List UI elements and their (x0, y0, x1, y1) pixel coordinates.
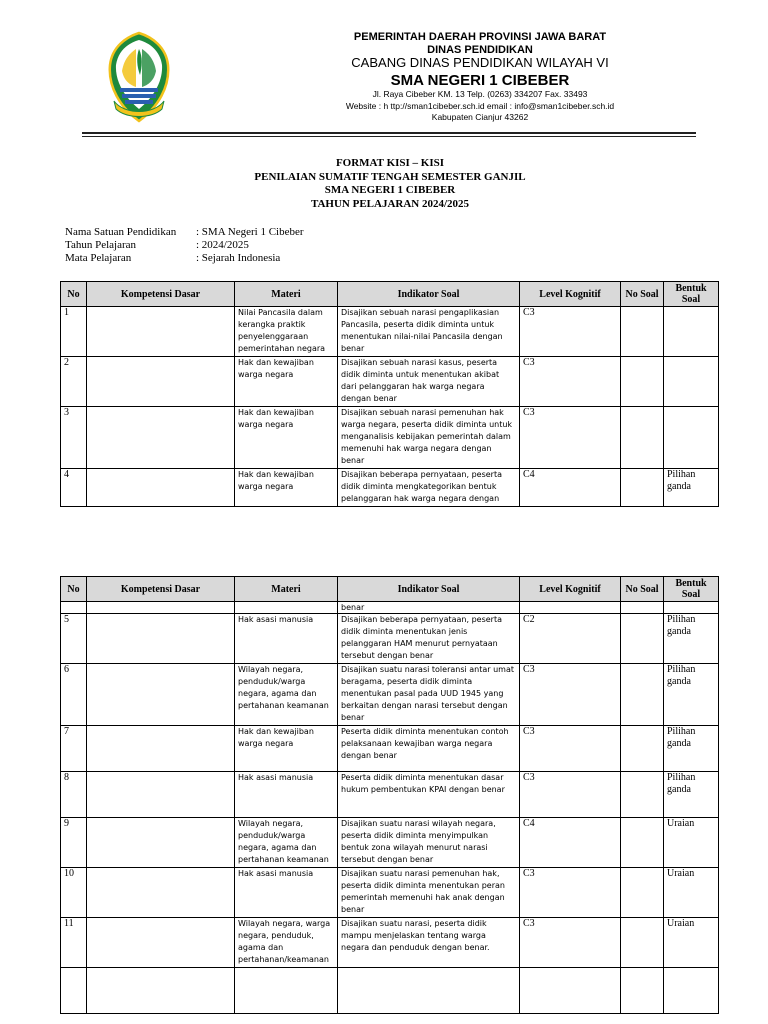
cell-no-soal (621, 407, 664, 469)
cell-bentuk-soal (664, 407, 719, 469)
cell-indikator-soal: Disajikan sebuah narasi pengaplikasian Pancasila, peserta didik diminta untuk menentukan nilai-nilai Pancasila dengan benar (338, 307, 520, 357)
cell-level-kognitif (520, 968, 621, 1014)
cell-materi: Nilai Pancasila dalam kerangka praktik penyelenggaraan pemerintahan negara (235, 307, 338, 357)
letterhead-rule-thick (82, 132, 696, 134)
west-java-emblem-logo (106, 31, 172, 123)
cell-indikator-soal: benar (338, 602, 520, 614)
cell-bentuk-soal: Uraian (664, 818, 719, 868)
kisi-table-page-1 (60, 281, 719, 507)
title-line-1: FORMAT KISI – KISI (335, 157, 445, 169)
meta-value: : Sejarah Indonesia (196, 252, 281, 264)
header-bentuk-soal: Bentuk Soal (664, 577, 719, 602)
table-header-row (61, 282, 719, 307)
document-meta (65, 226, 304, 265)
header-level-kognitif: Level Kognitif (520, 282, 621, 307)
cell-level-kognitif: C2 (520, 614, 621, 664)
table-row (61, 407, 719, 469)
header-level-kognitif: Level Kognitif (520, 577, 621, 602)
cell-materi: Wilayah negara, warga negara, penduduk, agama dan pertahanan/keamanan (235, 918, 338, 968)
header-no: No (61, 577, 87, 602)
cell-no (61, 602, 87, 614)
cell-indikator-soal: Disajikan beberapa pernyataan, peserta didik diminta mengkategorikan bentuk pelanggaran hak warga negara dengan (338, 469, 520, 507)
header-kompetensi-dasar: Kompetensi Dasar (87, 282, 235, 307)
cell-indikator-soal: Disajikan suatu narasi wilayah negara, peserta didik diminta menyimpulkan bentuk zona wilayah menurut narasi tersebut dengan benar (338, 818, 520, 868)
cell-level-kognitif: C3 (520, 726, 621, 772)
cell-materi: Hak asasi manusia (235, 868, 338, 918)
cell-kompetensi-dasar (87, 664, 235, 726)
cell-no: 9 (61, 818, 87, 868)
meta-label: Nama Satuan Pendidikan (65, 226, 177, 238)
cell-no: 7 (61, 726, 87, 772)
cell-materi: Hak dan kewajiban warga negara (235, 469, 338, 507)
cell-kompetensi-dasar (87, 868, 235, 918)
cell-materi: Wilayah negara, penduduk/warga negara, agama dan pertahanan keamanan (235, 664, 338, 726)
title-line-4: TAHUN PELAJARAN 2024/2025 (310, 197, 470, 210)
cell-kompetensi-dasar (87, 818, 235, 868)
cell-no: 4 (61, 469, 87, 507)
cell-no-soal (621, 357, 664, 407)
cell-no-soal (621, 469, 664, 507)
cell-level-kognitif: C3 (520, 772, 621, 818)
document-title (160, 157, 620, 211)
cell-bentuk-soal (664, 602, 719, 614)
cell-level-kognitif: C3 (520, 868, 621, 918)
cell-no: 3 (61, 407, 87, 469)
cell-indikator-soal: Disajikan suatu narasi toleransi antar umat beragama, peserta didik diminta menentukan pasal pada UUD 1945 yang berkaitan dengan narasi tersebut dengan benar (338, 664, 520, 726)
cell-materi: Hak asasi manusia (235, 614, 338, 664)
cell-no (61, 968, 87, 1014)
header-no-soal: No Soal (621, 282, 664, 307)
header-materi: Materi (235, 282, 338, 307)
cell-kompetensi-dasar (87, 469, 235, 507)
cell-no: 8 (61, 772, 87, 818)
cell-kompetensi-dasar (87, 968, 235, 1014)
cell-kompetensi-dasar (87, 407, 235, 469)
cell-level-kognitif: C4 (520, 469, 621, 507)
table-row (61, 726, 719, 772)
web-line: Website : h ttp://sman1cibeber.sch.id email : info@sman1cibeber.sch.id (345, 100, 615, 111)
cell-materi: Wilayah negara, penduduk/warga negara, agama dan pertahanan keamanan (235, 818, 338, 868)
meta-value: : 2024/2025 (196, 239, 249, 251)
header-bentuk-soal: Bentuk Soal (664, 282, 719, 307)
kisi-table-page-2 (60, 576, 719, 1014)
cell-indikator-soal: Disajikan suatu narasi, peserta didik mampu menjelaskan tentang warga negara dan penduduk dengan benar. (338, 918, 520, 968)
meta-row (65, 226, 304, 239)
cell-indikator-soal (338, 968, 520, 1014)
table-row (61, 968, 719, 1014)
cell-indikator-soal: Peserta didik diminta menentukan dasar hukum pembentukan KPAI dengan benar (338, 772, 520, 818)
header-no-soal: No Soal (621, 577, 664, 602)
cell-materi: Hak dan kewajiban warga negara (235, 407, 338, 469)
title-line-2: PENILAIAN SUMATIF TENGAH SEMESTER GANJIL (254, 170, 526, 183)
table-row (61, 357, 719, 407)
cell-no: 2 (61, 357, 87, 407)
agency-line: DINAS PENDIDIKAN (427, 43, 533, 56)
cell-no-soal (621, 968, 664, 1014)
cell-no-soal (621, 868, 664, 918)
cell-bentuk-soal (664, 307, 719, 357)
cell-no: 6 (61, 664, 87, 726)
header-indikator-soal: Indikator Soal (338, 282, 520, 307)
cell-level-kognitif (520, 602, 621, 614)
table-row (61, 307, 719, 357)
cell-materi (235, 968, 338, 1014)
cell-indikator-soal: Disajikan suatu narasi pemenuhan hak, peserta didik diminta menentukan peran pemerintah memenuhi hak anak dengan benar (338, 868, 520, 918)
cell-kompetensi-dasar (87, 726, 235, 772)
cell-bentuk-soal: Pilihan ganda (664, 726, 719, 772)
letterhead (280, 31, 680, 123)
cell-level-kognitif: C3 (520, 307, 621, 357)
cell-level-kognitif: C4 (520, 818, 621, 868)
cell-no: 5 (61, 614, 87, 664)
cell-no-soal (621, 664, 664, 726)
header-kompetensi-dasar: Kompetensi Dasar (87, 577, 235, 602)
table-row (61, 664, 719, 726)
cell-no: 10 (61, 868, 87, 918)
cell-no-soal (621, 614, 664, 664)
cell-level-kognitif: C3 (520, 357, 621, 407)
cell-no-soal (621, 818, 664, 868)
cell-materi: Hak dan kewajiban warga negara (235, 357, 338, 407)
cell-bentuk-soal: Pilihan ganda (664, 469, 719, 507)
cell-level-kognitif: C3 (520, 664, 621, 726)
meta-value: : SMA Negeri 1 Cibeber (196, 226, 304, 238)
meta-label: Mata Pelajaran (65, 252, 132, 264)
cell-no-soal (621, 307, 664, 357)
cell-materi (235, 602, 338, 614)
cell-bentuk-soal: Uraian (664, 868, 719, 918)
cell-bentuk-soal (664, 357, 719, 407)
cell-bentuk-soal: Pilihan ganda (664, 614, 719, 664)
cell-level-kognitif: C3 (520, 407, 621, 469)
cell-bentuk-soal: Pilihan ganda (664, 772, 719, 818)
cell-kompetensi-dasar (87, 918, 235, 968)
cell-bentuk-soal (664, 968, 719, 1014)
table-row (61, 918, 719, 968)
cell-no-soal (621, 602, 664, 614)
cell-level-kognitif: C3 (520, 918, 621, 968)
meta-row (65, 239, 304, 252)
title-line-3: SMA NEGERI 1 CIBEBER (324, 184, 456, 196)
cell-kompetensi-dasar (87, 614, 235, 664)
header-indikator-soal: Indikator Soal (338, 577, 520, 602)
gov-line: PEMERINTAH DAERAH PROVINSI JAWA BARAT (353, 31, 607, 43)
header-materi: Materi (235, 577, 338, 602)
cell-bentuk-soal: Pilihan ganda (664, 664, 719, 726)
city-line: Kabupaten Cianjur 43262 (431, 111, 529, 122)
cell-no-soal (621, 918, 664, 968)
cell-bentuk-soal: Uraian (664, 918, 719, 968)
cell-materi: Hak asasi manusia (235, 772, 338, 818)
cell-kompetensi-dasar (87, 772, 235, 818)
letterhead-rule-thin (82, 136, 696, 137)
table-row (61, 772, 719, 818)
table-row (61, 818, 719, 868)
meta-label: Tahun Pelajaran (65, 239, 137, 251)
cell-kompetensi-dasar (87, 307, 235, 357)
header-no: No (61, 282, 87, 307)
table-header-row (61, 577, 719, 602)
cell-no: 11 (61, 918, 87, 968)
table-row (61, 868, 719, 918)
cell-kompetensi-dasar (87, 357, 235, 407)
table-row (61, 602, 719, 614)
cell-indikator-soal: Disajikan sebuah narasi kasus, peserta didik diminta untuk menentukan akibat dari pelanggaran hak warga negara dengan benar (338, 357, 520, 407)
branch-line: CABANG DINAS PENDIDIKAN WILAYAH VI (351, 55, 609, 71)
meta-row (65, 252, 304, 265)
cell-no-soal (621, 726, 664, 772)
cell-no-soal (621, 772, 664, 818)
cell-indikator-soal: Disajikan beberapa pernyataan, peserta didik diminta menentukan jenis pelanggaran HAM menurut pernyataan tersebut dengan benar (338, 614, 520, 664)
cell-kompetensi-dasar (87, 602, 235, 614)
school-name: SMA NEGERI 1 CIBEBER (390, 72, 570, 90)
table-row (61, 469, 719, 507)
table-row (61, 614, 719, 664)
address-line: Jl. Raya Cibeber KM. 13 Telp. (0263) 334207 Fax. 33493 (372, 89, 588, 100)
cell-materi: Hak dan kewajiban warga negara (235, 726, 338, 772)
cell-indikator-soal: Peserta didik diminta menentukan contoh pelaksanaan kewajiban warga negara dengan benar (338, 726, 520, 772)
cell-indikator-soal: Disajikan sebuah narasi pemenuhan hak warga negara, peserta didik diminta untuk menganalisis kebijakan pemerintah dalam memenuhi hak warga negara dengan benar (338, 407, 520, 469)
cell-no: 1 (61, 307, 87, 357)
